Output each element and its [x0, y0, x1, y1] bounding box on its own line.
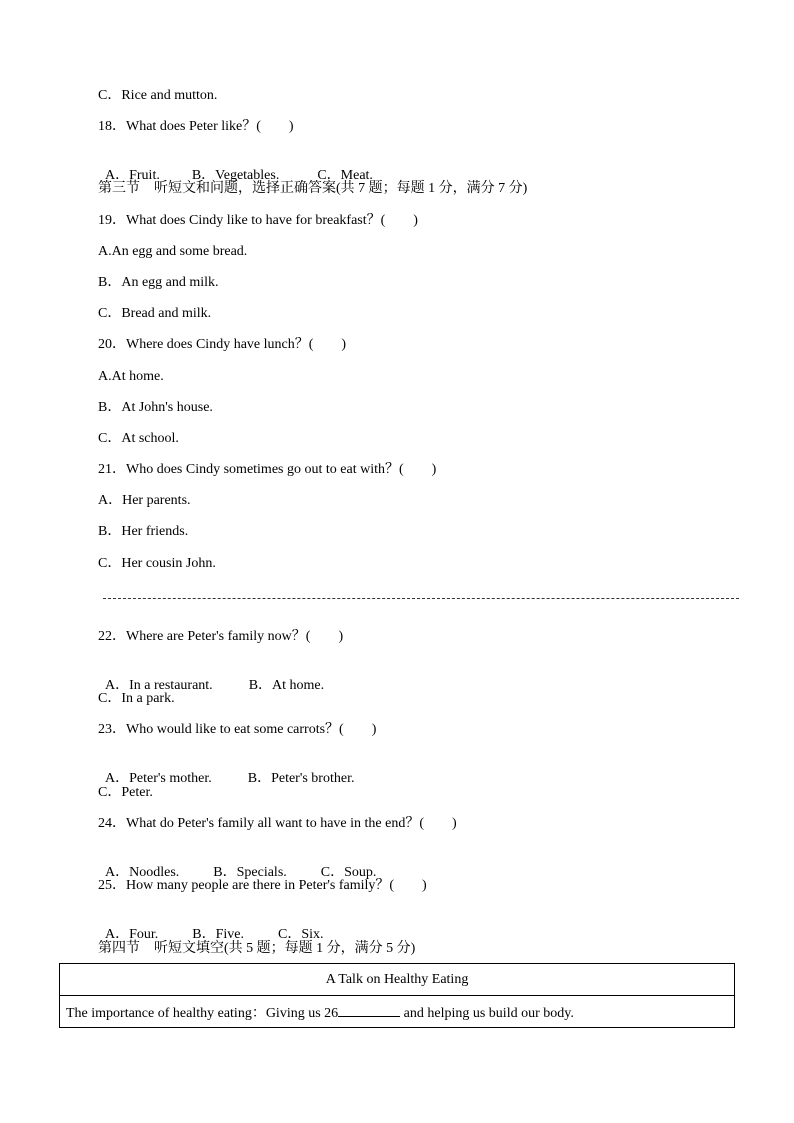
option-c: C．Soup.: [320, 865, 377, 880]
question-25: 25．How many people are there in Peter's family？( ): [98, 878, 427, 893]
option-c: C．Six.: [278, 927, 324, 942]
question-19: 19．What does Cindy like to have for breakfast？( ): [98, 213, 418, 228]
option-a: A．In a restaurant.: [105, 678, 213, 693]
option-b: B．Peter's brother.: [247, 771, 355, 786]
fill-in-table: [59, 963, 735, 1028]
option-19a: A.An egg and some bread.: [98, 244, 248, 259]
dashed-divider: [103, 598, 739, 599]
question-24: 24．What do Peter's family all want to have in the end？( ): [98, 816, 457, 831]
option-20c: C．At school.: [98, 431, 179, 446]
option-20a: A.At home.: [98, 369, 164, 384]
option-a: A．Four.: [105, 927, 159, 942]
option-21b: B．Her friends.: [98, 524, 189, 539]
question-25-options: [98, 908, 324, 944]
option-a: A．Noodles.: [105, 865, 180, 880]
table-title: A Talk on Healthy Eating: [60, 964, 735, 996]
option-a: A．Peter's mother.: [105, 771, 212, 786]
section-4-heading: 第四节 听短文填空(共 5 题；每题 1 分，满分 5 分): [98, 941, 416, 956]
option-a: A．Fruit.: [105, 168, 160, 183]
line-17c: C．Rice and mutton.: [98, 88, 218, 103]
row-text-pre: The importance of healthy eating：Giving us 26: [66, 1005, 339, 1021]
question-23-options: [98, 752, 354, 788]
option-21c: C．Her cousin John.: [98, 556, 216, 571]
option-23c: C．Peter.: [98, 785, 153, 800]
question-18: 18．What does Peter like？( ): [98, 119, 294, 134]
option-19c: C．Bread and milk.: [98, 306, 212, 321]
answer-blank-26[interactable]: [338, 1004, 400, 1017]
option-b: B．At home.: [248, 678, 325, 693]
option-c: C．Meat.: [317, 168, 373, 183]
section-3-heading: 第三节 听短文和问题，选择正确答案(共 7 题；每题 1 分，满分 7 分): [98, 181, 528, 196]
option-22c: C．In a park.: [98, 691, 175, 706]
question-21: 21．Who does Cindy sometimes go out to eat with？( ): [98, 462, 437, 477]
question-23: 23．Who would like to eat some carrots？( ): [98, 722, 377, 737]
table-row: [60, 996, 735, 1028]
option-b: B．Vegetables.: [191, 168, 280, 183]
row-text-post: and helping us build our body.: [400, 1005, 574, 1021]
option-19b: B．An egg and milk.: [98, 275, 219, 290]
option-21a: A．Her parents.: [98, 493, 191, 508]
question-20: 20．Where does Cindy have lunch？( ): [98, 337, 347, 352]
option-b: B．Five.: [192, 927, 245, 942]
question-22: 22．Where are Peter's family now？( ): [98, 629, 344, 644]
option-20b: B．At John's house.: [98, 400, 213, 415]
option-b: B．Specials.: [213, 865, 287, 880]
